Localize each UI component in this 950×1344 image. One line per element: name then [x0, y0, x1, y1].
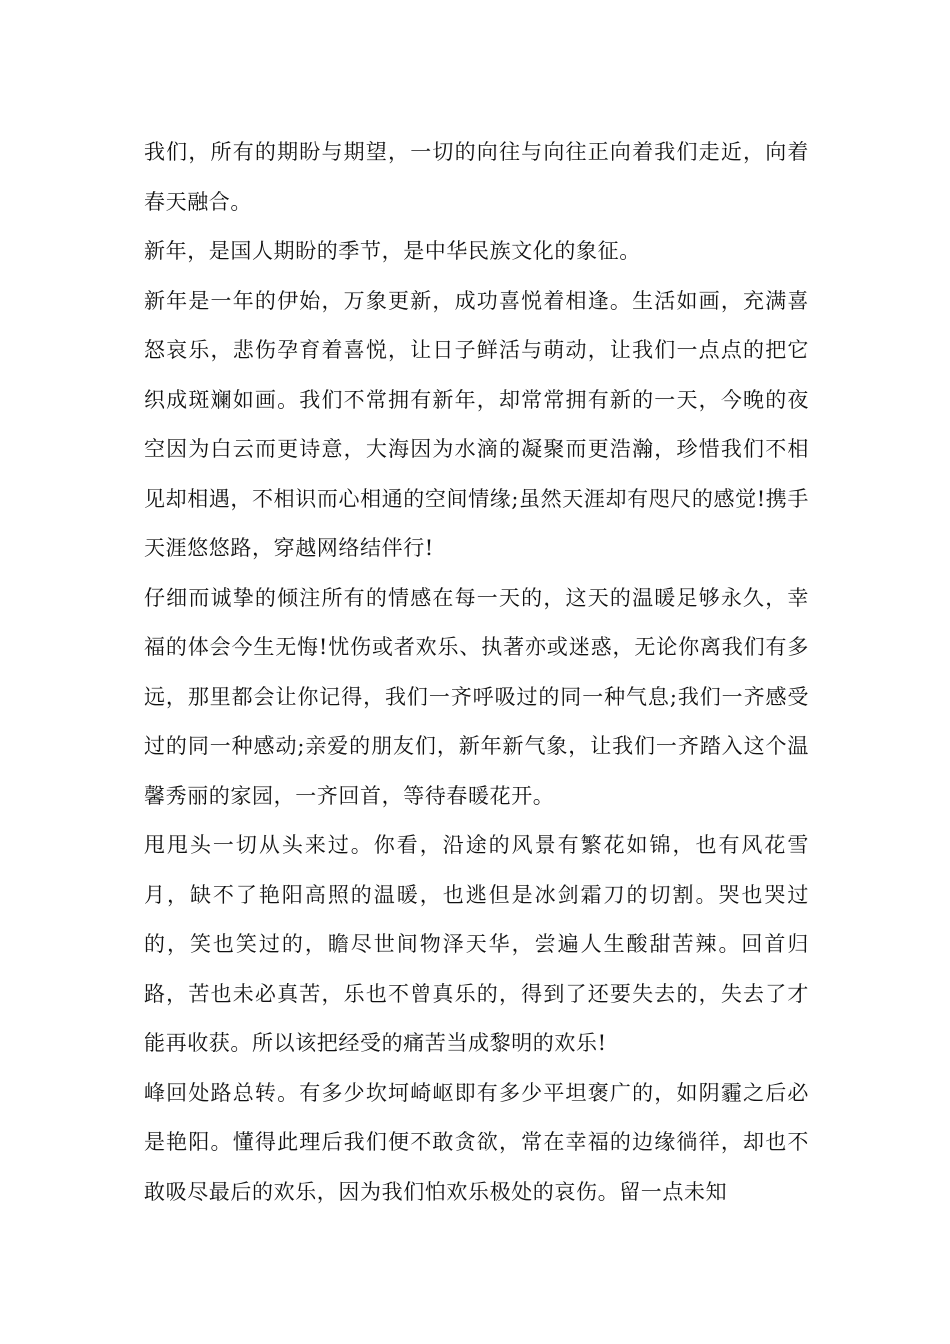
paragraph: 新年，是国人期盼的季节，是中华民族文化的象征。	[144, 239, 641, 263]
paragraph: 甩甩头一切从头来过。你看，沿途的风景有繁花如锦，也有风花雪月，缺不了艳阳高照的温暖，也逃但是冰剑霜刀的切割。哭也哭过的，笑也笑过的，瞻尽世间物泽天华，尝遍人生酸甜苦辣。回首归路，苦也未必真苦，乐也不曾真乐的，得到了还要失去的，失去了才能再收获。所以该把经受的痛苦当成黎明的欢乐!	[144, 833, 809, 1055]
document-body	[144, 128, 809, 1217]
paragraph: 我们，所有的期盼与期望，一切的向往与向往正向着我们走近，向着春天融合。	[144, 140, 809, 214]
paragraph: 新年是一年的伊始，万象更新，成功喜悦着相逢。生活如画，充满喜怒哀乐，悲伤孕育着喜悦，让日子鲜活与萌动，让我们一点点的把它织成斑斓如画。我们不常拥有新年，却常常拥有新的一天，今晚的夜空因为白云而更诗意，大海因为水滴的凝聚而更浩瀚，珍惜我们不相见却相遇，不相识而心相通的空间情缘;虽然天涯却有咫尺的感觉!携手天涯悠悠路，穿越网络结伴行!	[144, 288, 809, 560]
paragraph: 峰回处路总转。有多少坎坷崎岖即有多少平坦褒广的，如阴霾之后必是艳阳。懂得此理后我们便不敢贪欲，常在幸福的边缘徜徉，却也不敢吸尽最后的欢乐，因为我们怕欢乐极处的哀伤。留一点未知	[144, 1080, 809, 1204]
paragraph: 仔细而诚挚的倾注所有的情感在每一天的，这天的温暖足够永久，幸福的体会今生无悔!忧伤或者欢乐、执著亦或迷惑，无论你离我们有多远，那里都会让你记得，我们一齐呼吸过的同一种气息;我们一齐感受过的同一种感动;亲爱的朋友们，新年新气象，让我们一齐踏入这个温馨秀丽的家园，一齐回首，等待春暖花开。	[144, 585, 809, 808]
